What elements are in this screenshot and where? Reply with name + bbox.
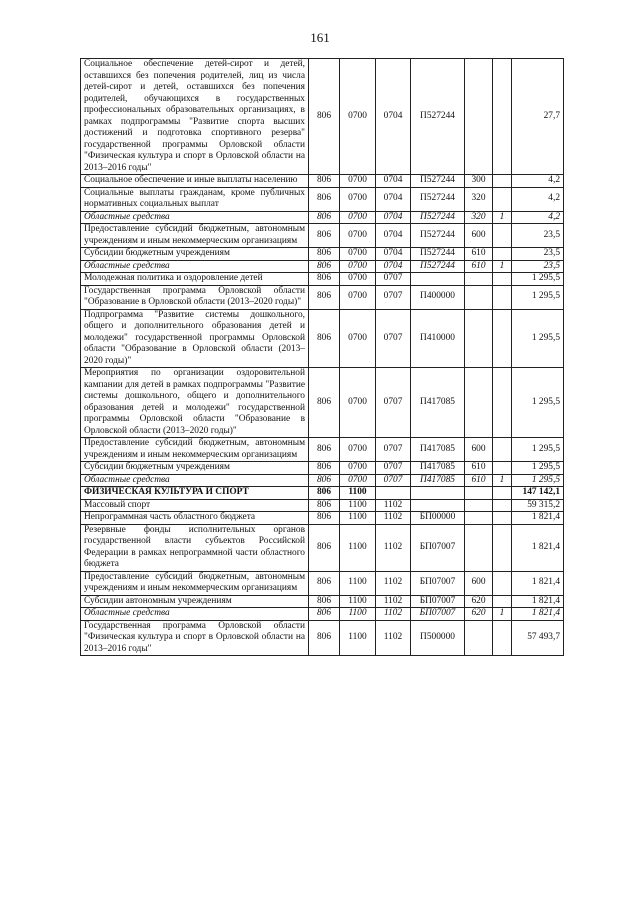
note-cell bbox=[493, 273, 512, 286]
section-code-cell: 0700 bbox=[340, 187, 376, 211]
expense-type-cell bbox=[465, 620, 493, 656]
expense-type-cell: 600 bbox=[465, 571, 493, 595]
section-code-cell: 0700 bbox=[340, 59, 376, 175]
ministry-code-cell: 806 bbox=[309, 211, 340, 224]
row-name-cell: Мероприятия по организации оздоровительной кампании для детей в рамках подпрограммы "Развитие системы дошкольного, общего и дополнительного образования детей и молодежи" государственной программы Орловской области "Образование в Орловской области (2013–2020 годы)" bbox=[81, 368, 309, 438]
amount-cell: 23,5 bbox=[512, 248, 564, 261]
table-row bbox=[81, 524, 564, 571]
row-name-cell: Социальное обеспечение и иные выплаты населению bbox=[81, 175, 309, 188]
section-code-cell: 1100 bbox=[340, 571, 376, 595]
table-row bbox=[81, 211, 564, 224]
ministry-code-cell: 806 bbox=[309, 462, 340, 475]
subsection-code-cell: 0704 bbox=[376, 224, 411, 248]
table-row bbox=[81, 175, 564, 188]
section-code-cell: 1100 bbox=[340, 608, 376, 621]
amount-cell: 1 295,5 bbox=[512, 273, 564, 286]
note-cell bbox=[493, 462, 512, 475]
amount-cell: 27,7 bbox=[512, 59, 564, 175]
row-name-cell: Областные средства bbox=[81, 260, 309, 273]
section-code-cell: 0700 bbox=[340, 211, 376, 224]
subsection-code-cell: 0707 bbox=[376, 273, 411, 286]
ministry-code-cell: 806 bbox=[309, 608, 340, 621]
expense-type-cell: 600 bbox=[465, 438, 493, 462]
subsection-code-cell: 0707 bbox=[376, 474, 411, 487]
subsection-code-cell: 0704 bbox=[376, 260, 411, 273]
subsection-code-cell: 0707 bbox=[376, 368, 411, 438]
table-row bbox=[81, 620, 564, 656]
row-name-cell: Молодежная политика и оздоровление детей bbox=[81, 273, 309, 286]
section-code-cell: 1100 bbox=[340, 620, 376, 656]
table-row bbox=[81, 499, 564, 512]
amount-cell: 1 295,5 bbox=[512, 438, 564, 462]
target-article-cell: П527244 bbox=[411, 59, 465, 175]
ministry-code-cell: 806 bbox=[309, 273, 340, 286]
row-name-cell: Субсидии бюджетным учреждениям bbox=[81, 462, 309, 475]
section-code-cell: 0700 bbox=[340, 248, 376, 261]
subsection-code-cell: 1102 bbox=[376, 595, 411, 608]
subsection-code-cell: 1102 bbox=[376, 512, 411, 525]
section-code-cell: 0700 bbox=[340, 273, 376, 286]
section-code-cell: 1100 bbox=[340, 512, 376, 525]
ministry-code-cell: 806 bbox=[309, 620, 340, 656]
row-name-cell: Социальное обеспечение детей-сирот и детей, оставшихся без попечения родителей, лиц из числа детей-сирот и детей, оставшихся без попечения родителей, обучающихся в государственных профессиональных образовательных организациях, в рамках подпрограммы "Развитие спорта высших достижений и подготовка спортивного резерва" государственной программы Орловской области "Физическая культура и спорт в Орловской области на 2013–2016 годы" bbox=[81, 59, 309, 175]
table-row bbox=[81, 273, 564, 286]
expense-type-cell bbox=[465, 499, 493, 512]
amount-cell: 1 295,5 bbox=[512, 474, 564, 487]
table-row bbox=[81, 187, 564, 211]
note-cell bbox=[493, 175, 512, 188]
note-cell bbox=[493, 248, 512, 261]
target-article-cell: БП07007 bbox=[411, 571, 465, 595]
budget-table bbox=[80, 58, 564, 656]
expense-type-cell: 300 bbox=[465, 175, 493, 188]
row-name-cell: Областные средства bbox=[81, 474, 309, 487]
expense-type-cell bbox=[465, 524, 493, 571]
expense-type-cell: 600 bbox=[465, 224, 493, 248]
table-row bbox=[81, 285, 564, 309]
subsection-code-cell: 0704 bbox=[376, 248, 411, 261]
row-name-cell: Подпрограмма "Развитие системы дошкольного, общего и дополнительного образования детей и молодежи" государственной программы Орловской области "Образование в Орловской области (2013–2020 годы)" bbox=[81, 309, 309, 368]
amount-cell: 4,2 bbox=[512, 211, 564, 224]
note-cell bbox=[493, 224, 512, 248]
ministry-code-cell: 806 bbox=[309, 499, 340, 512]
section-code-cell: 0700 bbox=[340, 474, 376, 487]
row-name-cell: Субсидии бюджетным учреждениям bbox=[81, 248, 309, 261]
subsection-code-cell: 0704 bbox=[376, 59, 411, 175]
target-article-cell: П417085 bbox=[411, 474, 465, 487]
row-name-cell: ФИЗИЧЕСКАЯ КУЛЬТУРА И СПОРТ bbox=[81, 487, 309, 500]
target-article-cell: П527244 bbox=[411, 175, 465, 188]
ministry-code-cell: 806 bbox=[309, 187, 340, 211]
subsection-code-cell: 1102 bbox=[376, 620, 411, 656]
target-article-cell: П527244 bbox=[411, 224, 465, 248]
target-article-cell: БП00000 bbox=[411, 512, 465, 525]
section-code-cell: 0700 bbox=[340, 309, 376, 368]
table-row bbox=[81, 571, 564, 595]
section-code-cell: 1100 bbox=[340, 595, 376, 608]
subsection-code-cell: 0704 bbox=[376, 175, 411, 188]
table-row bbox=[81, 224, 564, 248]
row-name-cell: Социальные выплаты гражданам, кроме публичных нормативных социальных выплат bbox=[81, 187, 309, 211]
expense-type-cell bbox=[465, 487, 493, 500]
note-cell bbox=[493, 438, 512, 462]
note-cell: 1 bbox=[493, 211, 512, 224]
target-article-cell: П417085 bbox=[411, 438, 465, 462]
page-number: 161 bbox=[310, 30, 330, 45]
row-name-cell: Субсидии автономным учреждениям bbox=[81, 595, 309, 608]
expense-type-cell: 610 bbox=[465, 260, 493, 273]
note-cell bbox=[493, 524, 512, 571]
note-cell: 1 bbox=[493, 260, 512, 273]
ministry-code-cell: 806 bbox=[309, 487, 340, 500]
amount-cell: 1 295,5 bbox=[512, 285, 564, 309]
note-cell bbox=[493, 309, 512, 368]
amount-cell: 1 821,4 bbox=[512, 512, 564, 525]
row-name-cell: Государственная программа Орловской области "Физическая культура и спорт в Орловской области на 2013–2016 годы" bbox=[81, 620, 309, 656]
subsection-code-cell: 1102 bbox=[376, 608, 411, 621]
expense-type-cell bbox=[465, 273, 493, 286]
amount-cell: 1 821,4 bbox=[512, 608, 564, 621]
target-article-cell bbox=[411, 273, 465, 286]
target-article-cell: П527244 bbox=[411, 248, 465, 261]
note-cell bbox=[493, 187, 512, 211]
section-code-cell: 0700 bbox=[340, 260, 376, 273]
table-row bbox=[81, 512, 564, 525]
expense-type-cell bbox=[465, 59, 493, 175]
ministry-code-cell: 806 bbox=[309, 59, 340, 175]
target-article-cell: П417085 bbox=[411, 462, 465, 475]
row-name-cell: Предоставление субсидий бюджетным, автономным учреждениям и иным некоммерческим организациям bbox=[81, 438, 309, 462]
ministry-code-cell: 806 bbox=[309, 474, 340, 487]
section-code-cell: 1100 bbox=[340, 524, 376, 571]
note-cell bbox=[493, 512, 512, 525]
amount-cell: 4,2 bbox=[512, 187, 564, 211]
note-cell bbox=[493, 620, 512, 656]
ministry-code-cell: 806 bbox=[309, 175, 340, 188]
expense-type-cell: 620 bbox=[465, 608, 493, 621]
target-article-cell bbox=[411, 499, 465, 512]
row-name-cell: Областные средства bbox=[81, 211, 309, 224]
note-cell: 1 bbox=[493, 608, 512, 621]
section-code-cell: 0700 bbox=[340, 368, 376, 438]
section-code-cell: 1100 bbox=[340, 499, 376, 512]
table-row bbox=[81, 487, 564, 500]
target-article-cell: БП07007 bbox=[411, 608, 465, 621]
row-name-cell: Резервные фонды исполнительных органов государственной власти субъектов Российской Федерации в рамках непрограммной части областного бюджета bbox=[81, 524, 309, 571]
subsection-code-cell: 0707 bbox=[376, 438, 411, 462]
expense-type-cell: 610 bbox=[465, 462, 493, 475]
note-cell bbox=[493, 571, 512, 595]
amount-cell: 1 821,4 bbox=[512, 571, 564, 595]
section-code-cell: 0700 bbox=[340, 462, 376, 475]
subsection-code-cell: 1102 bbox=[376, 524, 411, 571]
target-article-cell: П527244 bbox=[411, 260, 465, 273]
note-cell: 1 bbox=[493, 474, 512, 487]
table-row bbox=[81, 474, 564, 487]
expense-type-cell: 320 bbox=[465, 187, 493, 211]
note-cell bbox=[493, 499, 512, 512]
ministry-code-cell: 806 bbox=[309, 438, 340, 462]
table-row bbox=[81, 608, 564, 621]
note-cell bbox=[493, 59, 512, 175]
amount-cell: 1 295,5 bbox=[512, 368, 564, 438]
amount-cell: 59 315,2 bbox=[512, 499, 564, 512]
section-code-cell: 0700 bbox=[340, 175, 376, 188]
note-cell bbox=[493, 595, 512, 608]
table-row bbox=[81, 59, 564, 175]
subsection-code-cell: 0707 bbox=[376, 285, 411, 309]
row-name-cell: Массовый спорт bbox=[81, 499, 309, 512]
note-cell bbox=[493, 368, 512, 438]
target-article-cell: П527244 bbox=[411, 211, 465, 224]
row-name-cell: Предоставление субсидий бюджетным, автономным учреждениям и иным некоммерческим организациям bbox=[81, 571, 309, 595]
row-name-cell: Областные средства bbox=[81, 608, 309, 621]
table-row bbox=[81, 595, 564, 608]
section-code-cell: 0700 bbox=[340, 438, 376, 462]
row-name-cell: Государственная программа Орловской области "Образование в Орловской области (2013–2020 годы)" bbox=[81, 285, 309, 309]
note-cell bbox=[493, 285, 512, 309]
target-article-cell: БП07007 bbox=[411, 595, 465, 608]
table-row bbox=[81, 438, 564, 462]
ministry-code-cell: 806 bbox=[309, 224, 340, 248]
amount-cell: 57 493,7 bbox=[512, 620, 564, 656]
ministry-code-cell: 806 bbox=[309, 368, 340, 438]
row-name-cell: Предоставление субсидий бюджетным, автономным учреждениям и иным некоммерческим организациям bbox=[81, 224, 309, 248]
expense-type-cell bbox=[465, 309, 493, 368]
expense-type-cell bbox=[465, 512, 493, 525]
amount-cell: 1 821,4 bbox=[512, 524, 564, 571]
ministry-code-cell: 806 bbox=[309, 260, 340, 273]
section-code-cell: 0700 bbox=[340, 285, 376, 309]
expense-type-cell: 610 bbox=[465, 248, 493, 261]
ministry-code-cell: 806 bbox=[309, 309, 340, 368]
target-article-cell: БП07007 bbox=[411, 524, 465, 571]
subsection-code-cell: 0707 bbox=[376, 309, 411, 368]
expense-type-cell bbox=[465, 368, 493, 438]
expense-type-cell: 620 bbox=[465, 595, 493, 608]
target-article-cell: П400000 bbox=[411, 285, 465, 309]
subsection-code-cell bbox=[376, 487, 411, 500]
amount-cell: 1 821,4 bbox=[512, 595, 564, 608]
row-name-cell: Непрограммная часть областного бюджета bbox=[81, 512, 309, 525]
section-code-cell: 1100 bbox=[340, 487, 376, 500]
target-article-cell: П527244 bbox=[411, 187, 465, 211]
ministry-code-cell: 806 bbox=[309, 595, 340, 608]
table-row bbox=[81, 368, 564, 438]
subsection-code-cell: 1102 bbox=[376, 571, 411, 595]
expense-type-cell bbox=[465, 285, 493, 309]
ministry-code-cell: 806 bbox=[309, 571, 340, 595]
amount-cell: 23,5 bbox=[512, 224, 564, 248]
ministry-code-cell: 806 bbox=[309, 524, 340, 571]
target-article-cell: П410000 bbox=[411, 309, 465, 368]
amount-cell: 4,2 bbox=[512, 175, 564, 188]
ministry-code-cell: 806 bbox=[309, 512, 340, 525]
amount-cell: 1 295,5 bbox=[512, 462, 564, 475]
subsection-code-cell: 0704 bbox=[376, 211, 411, 224]
table-row bbox=[81, 462, 564, 475]
note-cell bbox=[493, 487, 512, 500]
subsection-code-cell: 0707 bbox=[376, 462, 411, 475]
budget-table-body bbox=[81, 59, 564, 656]
expense-type-cell: 320 bbox=[465, 211, 493, 224]
amount-cell: 23,5 bbox=[512, 260, 564, 273]
target-article-cell: П500000 bbox=[411, 620, 465, 656]
section-code-cell: 0700 bbox=[340, 224, 376, 248]
table-row bbox=[81, 260, 564, 273]
amount-cell: 1 295,5 bbox=[512, 309, 564, 368]
ministry-code-cell: 806 bbox=[309, 285, 340, 309]
target-article-cell bbox=[411, 487, 465, 500]
amount-cell: 147 142,1 bbox=[512, 487, 564, 500]
table-row bbox=[81, 248, 564, 261]
target-article-cell: П417085 bbox=[411, 368, 465, 438]
ministry-code-cell: 806 bbox=[309, 248, 340, 261]
subsection-code-cell: 1102 bbox=[376, 499, 411, 512]
expense-type-cell: 610 bbox=[465, 474, 493, 487]
subsection-code-cell: 0704 bbox=[376, 187, 411, 211]
table-row bbox=[81, 309, 564, 368]
